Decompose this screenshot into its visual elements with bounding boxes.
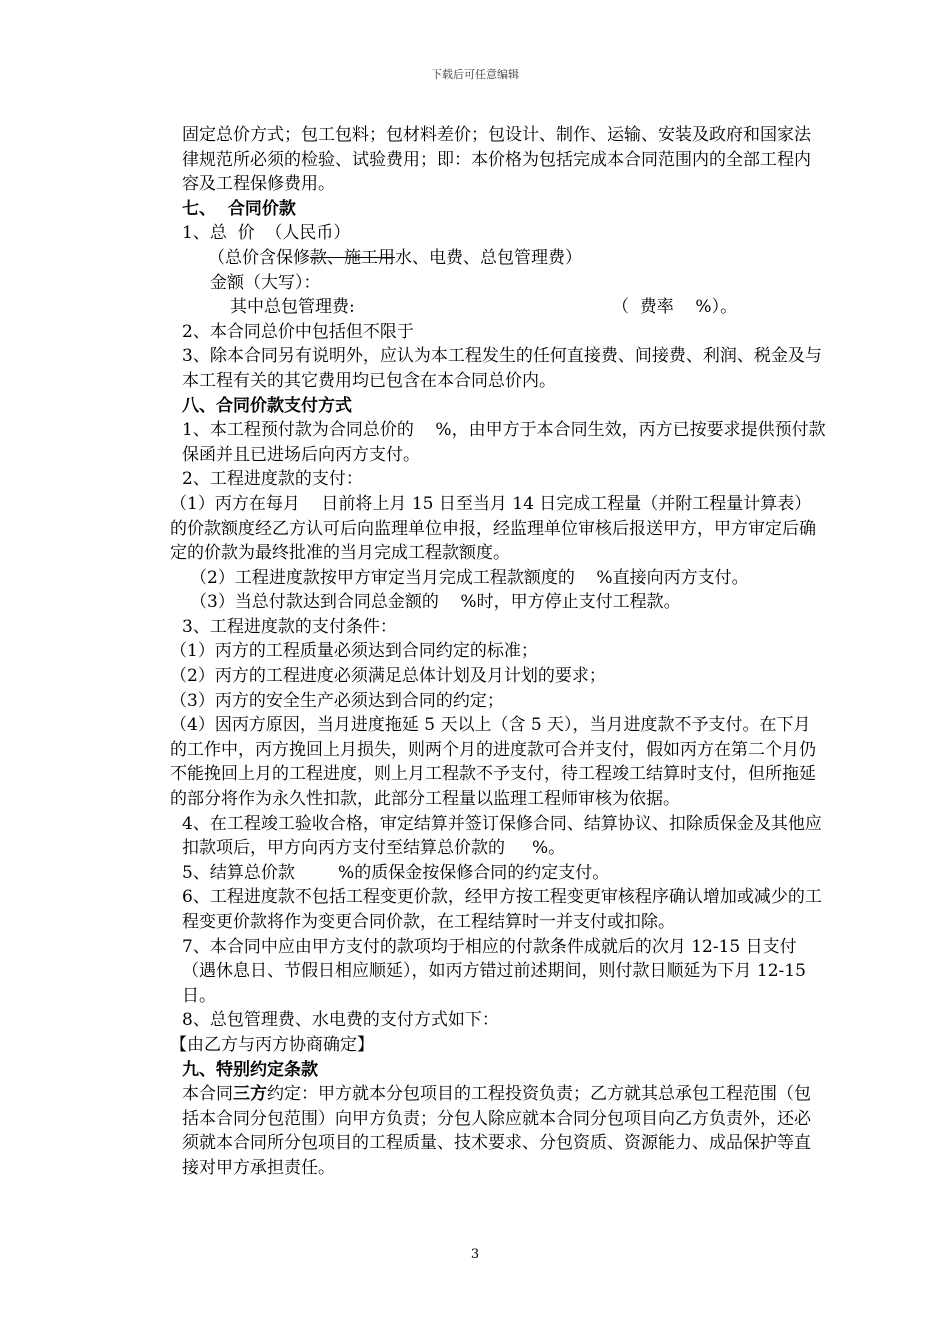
item-amount-uppercase: 金额（大写）： [210,272,321,293]
item-2: 2、本合同总价中包括但不限于 [182,321,414,342]
payment-item-1: 1、本工程预付款为合同总价的 %，由甲方于本合同生效，丙方已按要求提供预付款保函并且已进场后向丙方支付。 [182,420,826,465]
emphasis-three-parties: 三方 [233,1084,267,1105]
payment-item-3-2: （2）丙方的工程进度必须满足总体计划及月计划的要求； [170,666,606,687]
fee-rate: （ 费率 %）。 [612,297,738,318]
payment-item-8-note: 【由乙方与丙方协商确定】 [170,1034,374,1055]
payment-item-7: 7、本合同中应由甲方支付的款项均于相应的付款条件成就后的次月 12-15 日支付（遇休息日、节假日相应顺延），如丙方错过前述期间，则付款日顺延为下月 12-15 日。 [182,936,806,1006]
page-header: 下载后可任意编辑 [431,68,519,81]
payment-item-2-3: （3）当总付款达到合同总金额的 %时，甲方停止支付工程款。 [190,592,681,613]
paragraph-pricing-method: 固定总价方式；包工包料；包材料差价；包设计、制作、运输、安装及政府和国家法律规范所必须的检验、试验费用；即：本价格为包括完成本合同范围内的全部工程内容及工程保修费用。 [182,125,811,195]
payment-item-6: 6、工程进度款不包括工程变更价款，经甲方按工程变更审核程序确认增加或减少的工程变更价款将作为变更合同价款，在工程结算时一并支付或扣除。 [182,887,822,932]
special-terms-paragraph: 本合同三方约定：甲方就本分包项目的工程投资负责；乙方就其总承包工程范围（包括本合同分包范围）向甲方负责；分包人除应就本合同分包项目向乙方负责外，还必须就本合同所分包项目的工程质量、技术要求、分包资质、资源能力、成品保护等直接对甲方承担责任。 [182,1084,811,1178]
payment-item-2-1: （1）丙方在每月 日前将上月 15 日至当月 14 日完成工程量（并附工程量计算表）的价款额度经乙方认可后向监理单位申报，经监理单位审核后报送甲方，甲方审定后确定的价款为最终批准的当月完成工程款额度。 [170,493,816,564]
payment-item-3-4: （4）因丙方原因，当月进度拖延 5 天以上（含 5 天），当月进度款不予支付。在下月的工作中，丙方挽回上月损失，则两个月的进度款可合并支付，假如丙方在第二个月仍不能挽回上月的工程进度，则上月工程款不予支付，待工程竣工结算时支付，但所拖延的部分将作为永久性扣款，此部分工程量以监理工程师审核为依据。 [170,715,816,810]
payment-item-5: 5、结算总价款 %的质保金按保修合同的约定支付。 [182,862,610,883]
item-management-fee: 其中总包管理费: （ 费率 %）。 [146,295,826,320]
payment-item-3-3: （3）丙方的安全生产必须达到合同的约定； [170,690,504,711]
item-total-price: 1、总 价 （人民币） [182,223,351,244]
item-3: 3、除本合同另有说明外，应认为本工程发生的任何直接费、间接费、利润、税金及与本工程有关的其它费用均已包含在本合同总价内。 [182,346,822,391]
payment-item-3-1: （1）丙方的工程质量必须达到合同约定的标准； [170,641,538,662]
payment-item-3: 3、工程进度款的支付条件： [182,616,397,637]
section-heading-9: 九、特别约定条款 [182,1059,318,1080]
page-number: 3 [470,1247,480,1262]
struck-text: 款、施工用 [310,247,395,268]
payment-item-8: 8、总包管理费、水电费的支付方式如下： [182,1010,499,1031]
payment-item-4: 4、在工程竣工验收合格，审定结算并签订保修合同、结算协议、扣除质保金及其他应扣款项后，甲方向丙方支付至结算总价款的 %。 [182,813,822,859]
document-body [146,123,826,1181]
section-heading-7: 七、 合同价款 [182,198,296,219]
section-heading-8: 八、合同价款支付方式 [182,395,352,416]
item-total-price-note: （总价含保修款、施工用水、电费、总包管理费） [208,247,582,268]
payment-item-2: 2、工程进度款的支付： [182,469,363,490]
payment-item-2-2: （2）工程进度款按甲方审定当月完成工程款额度的 %直接向丙方支付。 [190,567,749,588]
